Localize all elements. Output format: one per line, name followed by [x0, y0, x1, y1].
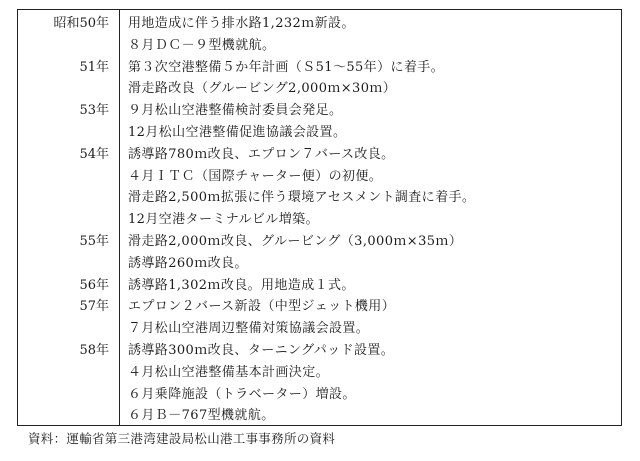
year-cell: 51年: [79, 59, 109, 75]
table-row: [18, 13, 621, 35]
event-cell: 誘導路300ｍ改良、ターニングパッド設置。: [128, 343, 395, 358]
event-cell: ７月松山空港周辺整備対策協議会設置。: [128, 321, 370, 337]
table-row: [18, 122, 621, 144]
event-cell: ４月松山空港整備基本計画決定。: [128, 364, 330, 380]
table-row: [18, 253, 621, 275]
year-cell: 54年: [79, 146, 109, 162]
event-cell: エプロン２バース新設（中型ジェット機用）: [128, 299, 396, 315]
table-row: [18, 296, 621, 318]
table-row: [18, 78, 621, 100]
event-cell: 第３次空港整備５か年計画（Ｓ51～55年）に着手。: [128, 59, 445, 75]
event-cell: 滑走路改良（グルービング2,000ｍ×30ｍ）: [128, 81, 397, 97]
table-row: [18, 318, 621, 340]
event-cell: ８月ＤＣ－９型機就航。: [128, 37, 276, 53]
table-row: [18, 209, 621, 231]
event-cell: 誘導路780ｍ改良、エプロン７バース改良。: [128, 146, 395, 162]
table-row: [18, 144, 621, 166]
table-row: [18, 340, 621, 362]
year-cell: 56年: [79, 277, 109, 293]
source-note: 資料：運輸省第三港湾建設局松山港工事事務所の資料: [28, 431, 336, 446]
year-cell: 58年: [79, 343, 109, 358]
event-cell: 誘導路260ｍ改良。: [128, 255, 248, 271]
year-cell: 53年: [79, 103, 109, 119]
table-row: [18, 384, 621, 406]
event-cell: 滑走路2,500ｍ拡張に伴う環境アセスメント調査に着手。: [128, 190, 476, 206]
year-cell: 昭和50年: [53, 16, 109, 31]
year-cell: 55年: [79, 234, 109, 249]
year-cell: 57年: [79, 299, 109, 315]
event-cell: 用地造成に伴う排水路1,232ｍ新設。: [128, 16, 355, 31]
event-cell: ９月松山空港整備検討委員会発足。: [128, 103, 343, 119]
table-row: [18, 231, 621, 253]
event-cell: ６月Ｂ－767型機就航。: [128, 408, 275, 424]
history-table: [17, 9, 622, 426]
event-cell: ４月ＩＴＣ（国際チャーター便）の初便。: [128, 168, 383, 184]
table-row: [18, 362, 621, 384]
table-row: [18, 275, 621, 297]
table-row: [18, 100, 621, 122]
table-row: [18, 166, 621, 188]
table-row: [18, 35, 621, 57]
event-cell: 誘導路1,302ｍ改良。用地造成１式。: [128, 277, 355, 293]
table-row: [18, 57, 621, 79]
event-cell: 滑走路2,000ｍ改良、グルービング（3,000ｍ×35ｍ）: [128, 234, 463, 249]
event-cell: ６月乗降施設（トラベーター）増設。: [128, 386, 356, 402]
event-cell: 12月空港ターミナルビル増築。: [128, 212, 319, 228]
table-row: [18, 187, 621, 209]
table-row: [18, 405, 621, 427]
event-cell: 12月松山空港整備促進協議会設置。: [128, 125, 347, 140]
